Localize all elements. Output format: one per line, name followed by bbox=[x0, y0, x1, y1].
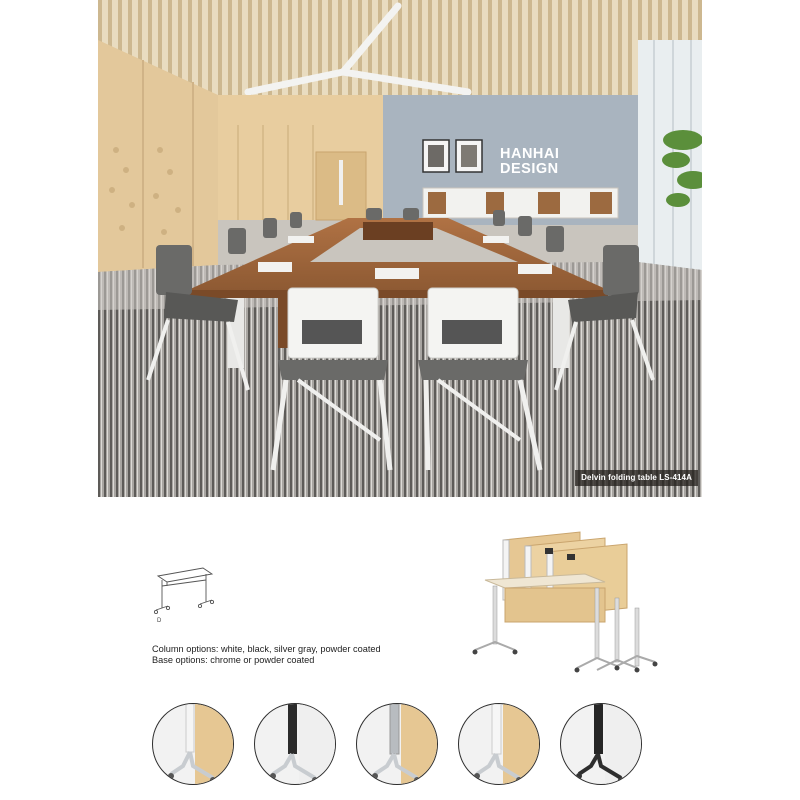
product-caption: Delvin folding table LS-414A bbox=[575, 470, 698, 486]
finish-swatch-black-chrome bbox=[254, 703, 336, 785]
finish-swatch-white-chrome-2 bbox=[458, 703, 540, 785]
conference-room-illustration bbox=[98, 0, 702, 497]
dimension-label: D bbox=[157, 618, 162, 624]
table-line-drawing bbox=[148, 562, 218, 624]
brand-sign-line1: HANHAI bbox=[500, 146, 560, 162]
finish-swatch-silver-gray-chrome bbox=[356, 703, 438, 785]
finish-swatch-black-powder-coated bbox=[560, 703, 642, 785]
base-options-text: Base options: chrome or powder coated bbox=[152, 655, 315, 665]
options-block bbox=[152, 644, 381, 666]
brand-sign-line2: DESIGN bbox=[500, 161, 559, 177]
folded-tables-render bbox=[455, 528, 660, 678]
hero-photo bbox=[98, 0, 702, 497]
finish-swatch-white-chrome bbox=[152, 703, 234, 785]
column-options-text: Column options: white, black, silver gray, powder coated bbox=[152, 644, 381, 654]
